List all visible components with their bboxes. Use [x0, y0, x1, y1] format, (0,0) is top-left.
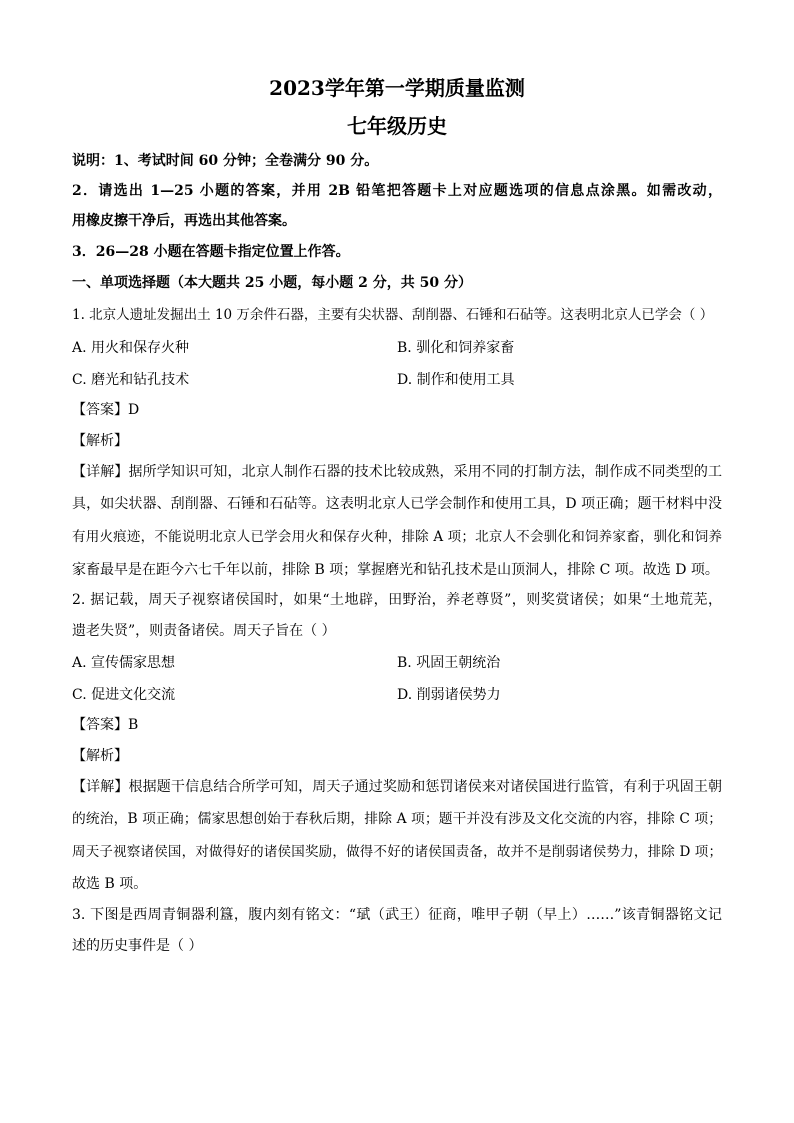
instruction-line-1: 说明：1、考试时间 60 分钟；全卷满分 90 分。	[72, 153, 379, 169]
question-1-option-a: A. 用火和保存火种	[72, 340, 190, 356]
question-1-stem: 1. 北京人遗址发掘出土 10 万余件石器，主要有尖状器、刮削器、石锤和石砧等。这表明北京人已学会（ ）	[72, 307, 714, 323]
question-2-detail-1: 【详解】根据题干信息结合所学可知，周天子通过奖励和惩罚诸侯来对诸侯国进行监管，有利于巩固王朝	[72, 779, 722, 795]
question-1-answer: 【答案】D	[72, 402, 140, 418]
exam-subtitle: 七年级历史	[347, 114, 447, 138]
question-1-option-c: C. 磨光和钻孔技术	[72, 372, 190, 388]
question-2-stem-1: 2. 据记载，周天子视察诸侯国时，如果“土地辟，田野治，养老尊贤”，则奖赏诸侯；如果“土地荒芜，	[72, 592, 722, 608]
question-1-detail-2: 具，如尖状器、刮削器、石锤和石砧等。这表明北京人已学会制作和使用工具，D 项正确；题干材料中没	[72, 496, 722, 512]
question-1-detail-4: 家畜最早是在距今六七千年以前，排除 B 项；掌握磨光和钻孔技术是山顶洞人，排除 C 项。故选 D 项。	[72, 562, 719, 578]
question-2-option-b: B. 巩固王朝统治	[397, 655, 501, 671]
question-1-detail-1: 【详解】据所学知识可知，北京人制作石器的技术比较成熟，采用不同的打制方法，制作成不同类型的工	[72, 464, 722, 480]
question-2-option-a: A. 宣传儒家思想	[72, 655, 176, 671]
question-2-stem-2: 遗老失贤”，则责备诸侯。周天子旨在（ ）	[72, 623, 336, 639]
question-2-analysis-label: 【解析】	[72, 748, 128, 764]
instruction-line-2a: 2．请选出 1—25 小题的答案，并用 2B 铅笔把答题卡上对应题选项的信息点涂黑。如需改动，	[72, 183, 722, 199]
question-3-stem-1: 3. 下图是西周青铜器利簋，腹内刻有铭文：“珷（武王）征商，唯甲子朝（早上）……”该青铜器铭文记	[72, 907, 722, 923]
instruction-line-2b: 用橡皮擦干净后，再选出其他答案。	[72, 213, 296, 229]
question-2-answer: 【答案】B	[72, 717, 139, 733]
question-1-analysis-label: 【解析】	[72, 433, 128, 449]
question-2-detail-2: 的统治，B 项正确；儒家思想创始于春秋后期，排除 A 项；题干并没有涉及文化交流的内容，排除 C 项；	[72, 811, 722, 827]
question-3-stem-2: 述的历史事件是（ ）	[72, 938, 203, 954]
exam-title: 2023学年第一学期质量监测	[269, 76, 525, 100]
question-2-option-c: C. 促进文化交流	[72, 687, 176, 703]
question-2-option-d: D. 削弱诸侯势力	[397, 687, 501, 703]
question-1-detail-3: 有用火痕迹，不能说明北京人已学会用火和保存火种，排除 A 项；北京人不会驯化和饲养家畜，驯化和饲养	[72, 529, 722, 545]
question-1-option-b: B. 驯化和饲养家畜	[397, 340, 515, 356]
instruction-line-3: 3．26—28 小题在答题卡指定位置上作答。	[72, 244, 350, 260]
question-1-option-d: D. 制作和使用工具	[397, 372, 515, 388]
section-heading: 一、单项选择题（本大题共 25 小题，每小题 2 分，共 50 分）	[72, 275, 472, 291]
question-2-detail-3: 周天子视察诸侯国，对做得好的诸侯国奖励，做得不好的诸侯国责备，故并不是削弱诸侯势力，排除 D 项；	[72, 844, 722, 860]
question-2-detail-4: 故选 B 项。	[72, 876, 148, 892]
